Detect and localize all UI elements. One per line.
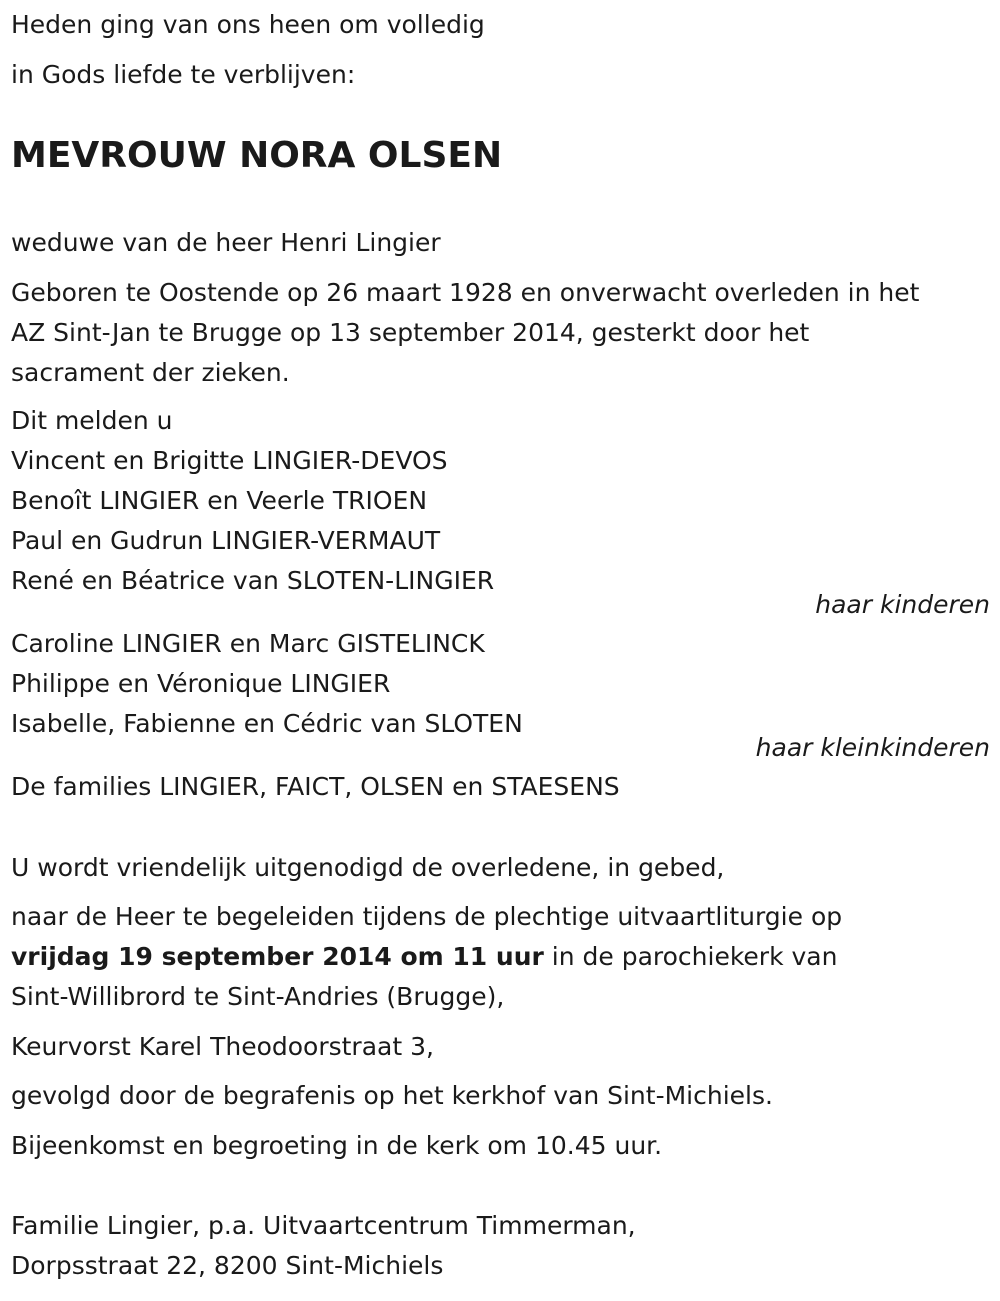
child-line-2: Benoît LINGIER en Veerle TRIOEN: [11, 486, 428, 515]
service-line-3: [11, 937, 837, 977]
service-line-2: naar de Heer te begeleiden tijdens de plechtige uitvaartliturgie op: [11, 902, 843, 931]
birth-line-2: AZ Sint-Jan te Brugge op 13 september 2014, gesterkt door het: [11, 318, 810, 347]
child-line-3: Paul en Gudrun LINGIER-VERMAUT: [11, 526, 441, 555]
families-line: De families LINGIER, FAICT, OLSEN en STAESENS: [11, 772, 620, 801]
service-date-time: vrijdag 19 september 2014 om 11 uur: [11, 942, 544, 971]
service-line-4: Sint-Willibrord te Sint-Andries (Brugge),: [11, 982, 505, 1011]
service-church-text: in de parochiekerk van: [543, 942, 838, 971]
grandchild-line-1: Caroline LINGIER en Marc GISTELINCK: [11, 629, 485, 658]
burial-line: gevolgd door de begrafenis op het kerkhof van Sint-Michiels.: [11, 1081, 773, 1110]
grandchild-line-3: Isabelle, Fabienne en Cédric van SLOTEN: [11, 709, 523, 738]
intro-line-1: Heden ging van ons heen om volledig: [11, 10, 485, 39]
gathering-line: Bijeenkomst en begroeting in de kerk om 10.45 uur.: [11, 1131, 663, 1160]
contact-line-2: Dorpsstraat 22, 8200 Sint-Michiels: [11, 1251, 444, 1280]
widow-line: weduwe van de heer Henri Lingier: [11, 228, 441, 257]
children-role-label: haar kinderen: [815, 590, 990, 619]
church-address: Keurvorst Karel Theodoorstraat 3,: [11, 1032, 434, 1061]
contact-line-1: Familie Lingier, p.a. Uitvaartcentrum Timmerman,: [11, 1211, 636, 1240]
announce-line: Dit melden u: [11, 406, 173, 435]
child-line-4: René en Béatrice van SLOTEN-LINGIER: [11, 566, 495, 595]
birth-line-1: Geboren te Oostende op 26 maart 1928 en onverwacht overleden in het: [11, 278, 920, 307]
grandchildren-role-label: haar kleinkinderen: [755, 733, 990, 762]
birth-line-3: sacrament der zieken.: [11, 358, 290, 387]
intro-line-2: in Gods liefde te verblijven:: [11, 60, 356, 89]
service-line-1: U wordt vriendelijk uitgenodigd de overledene, in gebed,: [11, 853, 725, 882]
deceased-name: MEVROUW NORA OLSEN: [11, 135, 503, 176]
grandchild-line-2: Philippe en Véronique LINGIER: [11, 669, 391, 698]
child-line-1: Vincent en Brigitte LINGIER-DEVOS: [11, 446, 448, 475]
